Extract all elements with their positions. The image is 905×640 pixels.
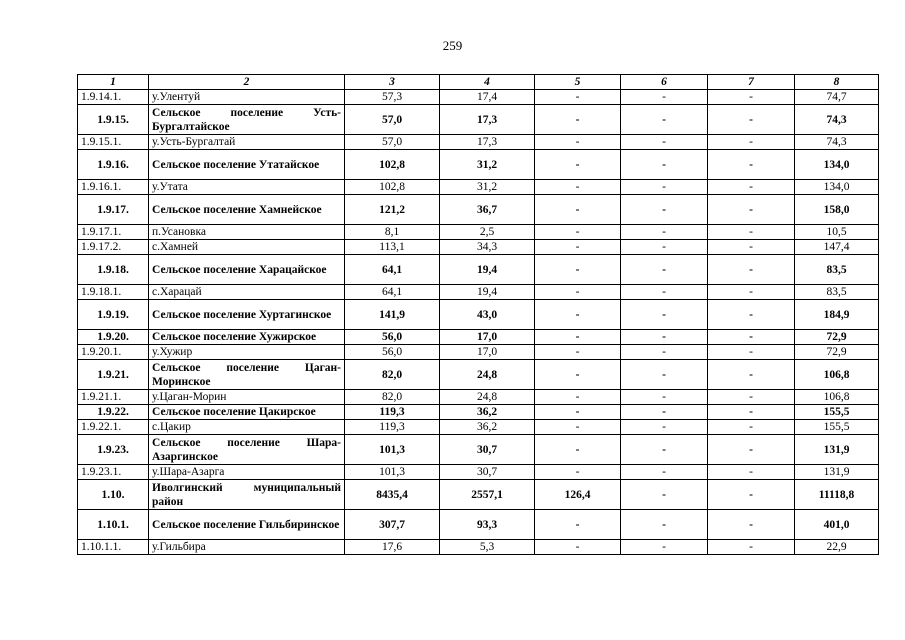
value-col-5: 126,4 (535, 480, 621, 510)
table-row (78, 435, 879, 465)
row-name: с.Хамней (149, 240, 345, 255)
value-col-4: 30,7 (440, 435, 535, 465)
value-col-5: - (535, 435, 621, 465)
value-col-4: 36,7 (440, 195, 535, 225)
row-name: Сельское поселение Утатайское (149, 150, 345, 180)
row-name: у.Улентуй (149, 90, 345, 105)
value-col-3: 102,8 (345, 150, 440, 180)
page-number: 259 (442, 38, 463, 53)
column-header: 1 (78, 75, 149, 90)
value-col-5: - (535, 105, 621, 135)
row-name: у.Хужир (149, 345, 345, 360)
value-total: 83,5 (795, 255, 879, 285)
value-col-3: 57,3 (345, 90, 440, 105)
value-col-3: 113,1 (345, 240, 440, 255)
row-name: у.Цаган-Морин (149, 390, 345, 405)
value-total: 155,5 (795, 420, 879, 435)
value-col-5: - (535, 225, 621, 240)
value-total: 83,5 (795, 285, 879, 300)
row-code: 1.9.18.1. (78, 285, 149, 300)
value-total: 134,0 (795, 180, 879, 195)
value-col-4: 19,4 (440, 285, 535, 300)
value-col-6: - (621, 150, 708, 180)
value-col-3: 101,3 (345, 435, 440, 465)
row-name: с.Цакир (149, 420, 345, 435)
value-col-6: - (621, 510, 708, 540)
value-total: 72,9 (795, 330, 879, 345)
row-name: п.Усановка (149, 225, 345, 240)
value-col-4: 34,3 (440, 240, 535, 255)
value-col-6: - (621, 435, 708, 465)
value-total: 10,5 (795, 225, 879, 240)
row-name: Сельское поселение Хамнейское (149, 195, 345, 225)
row-name: у.Усть-Бургалтай (149, 135, 345, 150)
value-col-4: 2557,1 (440, 480, 535, 510)
row-name: Сельское поселение Хуртагинское (149, 300, 345, 330)
value-col-5: - (535, 540, 621, 555)
column-header: 4 (440, 75, 535, 90)
value-col-3: 56,0 (345, 330, 440, 345)
value-col-5: - (535, 90, 621, 105)
table-row (78, 300, 879, 330)
value-total: 155,5 (795, 405, 879, 420)
table-row (78, 360, 879, 390)
value-col-7: - (708, 435, 795, 465)
row-code: 1.10. (78, 480, 149, 510)
value-col-4: 36,2 (440, 405, 535, 420)
value-col-4: 31,2 (440, 150, 535, 180)
value-col-7: - (708, 195, 795, 225)
data-table (77, 74, 879, 555)
value-col-5: - (535, 150, 621, 180)
row-name: с.Харацай (149, 285, 345, 300)
value-col-3: 64,1 (345, 255, 440, 285)
value-col-3: 141,9 (345, 300, 440, 330)
row-name: Сельское поселение Цакирское (149, 405, 345, 420)
table-row (78, 465, 879, 480)
value-col-3: 8,1 (345, 225, 440, 240)
value-col-3: 57,0 (345, 135, 440, 150)
row-code: 1.9.22.1. (78, 420, 149, 435)
value-col-4: 43,0 (440, 300, 535, 330)
value-total: 11118,8 (795, 480, 879, 510)
value-col-4: 36,2 (440, 420, 535, 435)
value-total: 74,7 (795, 90, 879, 105)
row-code: 1.9.21. (78, 360, 149, 390)
row-name: Сельское поселение Гильбиринское (149, 510, 345, 540)
value-col-6: - (621, 105, 708, 135)
value-col-4: 24,8 (440, 360, 535, 390)
value-col-3: 119,3 (345, 405, 440, 420)
row-code: 1.9.23.1. (78, 465, 149, 480)
value-col-7: - (708, 330, 795, 345)
value-col-4: 17,4 (440, 90, 535, 105)
value-col-4: 5,3 (440, 540, 535, 555)
column-header: 5 (535, 75, 621, 90)
value-col-5: - (535, 360, 621, 390)
value-col-7: - (708, 360, 795, 390)
value-col-6: - (621, 480, 708, 510)
table-row (78, 195, 879, 225)
value-col-5: - (535, 330, 621, 345)
row-code: 1.9.21.1. (78, 390, 149, 405)
table-row (78, 255, 879, 285)
value-col-3: 56,0 (345, 345, 440, 360)
row-code: 1.9.20.1. (78, 345, 149, 360)
value-col-7: - (708, 405, 795, 420)
table-row (78, 135, 879, 150)
value-col-6: - (621, 255, 708, 285)
row-name: у.Гильбира (149, 540, 345, 555)
value-col-5: - (535, 285, 621, 300)
value-col-7: - (708, 540, 795, 555)
value-col-7: - (708, 225, 795, 240)
table-row (78, 330, 879, 345)
column-header: 6 (621, 75, 708, 90)
value-col-6: - (621, 195, 708, 225)
value-total: 72,9 (795, 345, 879, 360)
value-col-7: - (708, 465, 795, 480)
row-code: 1.9.19. (78, 300, 149, 330)
row-code: 1.9.15.1. (78, 135, 149, 150)
table-row (78, 480, 879, 510)
row-name: Сельское поселение Шара-Азаргинское (149, 435, 345, 465)
row-code: 1.9.18. (78, 255, 149, 285)
value-col-6: - (621, 285, 708, 300)
value-total: 131,9 (795, 435, 879, 465)
value-col-7: - (708, 510, 795, 540)
value-total: 401,0 (795, 510, 879, 540)
row-code: 1.10.1. (78, 510, 149, 540)
value-col-6: - (621, 240, 708, 255)
value-col-5: - (535, 405, 621, 420)
row-code: 1.9.17.2. (78, 240, 149, 255)
value-total: 74,3 (795, 135, 879, 150)
table-row (78, 420, 879, 435)
value-col-3: 82,0 (345, 360, 440, 390)
row-name: у.Шара-Азарга (149, 465, 345, 480)
value-col-7: - (708, 285, 795, 300)
value-col-7: - (708, 180, 795, 195)
value-total: 106,8 (795, 360, 879, 390)
value-col-4: 17,0 (440, 345, 535, 360)
value-col-7: - (708, 135, 795, 150)
value-col-6: - (621, 465, 708, 480)
value-col-4: 17,3 (440, 135, 535, 150)
header-row (78, 75, 879, 90)
table-row (78, 150, 879, 180)
value-col-7: - (708, 480, 795, 510)
value-col-4: 19,4 (440, 255, 535, 285)
row-name: Иволгинский муниципальный район (149, 480, 345, 510)
value-col-4: 24,8 (440, 390, 535, 405)
column-header: 2 (149, 75, 345, 90)
table-row (78, 225, 879, 240)
value-col-6: - (621, 420, 708, 435)
value-col-4: 30,7 (440, 465, 535, 480)
table-row (78, 540, 879, 555)
column-header: 8 (795, 75, 879, 90)
value-total: 22,9 (795, 540, 879, 555)
value-col-6: - (621, 345, 708, 360)
value-col-6: - (621, 540, 708, 555)
value-col-5: - (535, 510, 621, 540)
value-col-6: - (621, 360, 708, 390)
table-row (78, 180, 879, 195)
row-code: 1.9.23. (78, 435, 149, 465)
column-header: 3 (345, 75, 440, 90)
value-col-6: - (621, 135, 708, 150)
value-col-3: 64,1 (345, 285, 440, 300)
value-col-6: - (621, 180, 708, 195)
value-col-6: - (621, 225, 708, 240)
value-total: 158,0 (795, 195, 879, 225)
table-row (78, 90, 879, 105)
row-code: 1.9.16.1. (78, 180, 149, 195)
row-code: 1.9.14.1. (78, 90, 149, 105)
value-col-6: - (621, 300, 708, 330)
value-col-3: 307,7 (345, 510, 440, 540)
value-col-3: 119,3 (345, 420, 440, 435)
value-total: 184,9 (795, 300, 879, 330)
table-row (78, 285, 879, 300)
row-name: Сельское поселение Харацайское (149, 255, 345, 285)
value-col-7: - (708, 345, 795, 360)
value-col-3: 17,6 (345, 540, 440, 555)
table-body (78, 90, 879, 555)
value-col-5: - (535, 180, 621, 195)
value-col-7: - (708, 240, 795, 255)
row-code: 1.9.17. (78, 195, 149, 225)
table-row (78, 105, 879, 135)
value-col-6: - (621, 90, 708, 105)
value-col-3: 8435,4 (345, 480, 440, 510)
value-col-5: - (535, 195, 621, 225)
value-col-5: - (535, 135, 621, 150)
value-col-6: - (621, 405, 708, 420)
value-col-4: 17,3 (440, 105, 535, 135)
value-total: 106,8 (795, 390, 879, 405)
table-row (78, 405, 879, 420)
table-row (78, 240, 879, 255)
value-col-3: 57,0 (345, 105, 440, 135)
table-row (78, 345, 879, 360)
value-total: 134,0 (795, 150, 879, 180)
column-header: 7 (708, 75, 795, 90)
value-col-6: - (621, 330, 708, 345)
value-col-5: - (535, 240, 621, 255)
value-col-6: - (621, 390, 708, 405)
value-col-5: - (535, 300, 621, 330)
value-total: 131,9 (795, 465, 879, 480)
value-col-5: - (535, 465, 621, 480)
value-col-7: - (708, 390, 795, 405)
row-name: Сельское поселение Усть-Бургалтайское (149, 105, 345, 135)
value-total: 74,3 (795, 105, 879, 135)
value-col-7: - (708, 300, 795, 330)
value-col-5: - (535, 390, 621, 405)
value-col-3: 101,3 (345, 465, 440, 480)
row-name: Сельское поселение Хужирское (149, 330, 345, 345)
row-code: 1.10.1.1. (78, 540, 149, 555)
value-col-4: 93,3 (440, 510, 535, 540)
value-col-5: - (535, 255, 621, 285)
row-code: 1.9.20. (78, 330, 149, 345)
value-col-4: 31,2 (440, 180, 535, 195)
value-total: 147,4 (795, 240, 879, 255)
row-name: у.Утата (149, 180, 345, 195)
value-col-7: - (708, 105, 795, 135)
row-code: 1.9.15. (78, 105, 149, 135)
table-row (78, 390, 879, 405)
row-name: Сельское поселение Цаган-Моринское (149, 360, 345, 390)
value-col-3: 82,0 (345, 390, 440, 405)
row-code: 1.9.22. (78, 405, 149, 420)
value-col-4: 17,0 (440, 330, 535, 345)
value-col-7: - (708, 90, 795, 105)
value-col-3: 102,8 (345, 180, 440, 195)
value-col-7: - (708, 150, 795, 180)
value-col-4: 2,5 (440, 225, 535, 240)
value-col-5: - (535, 345, 621, 360)
row-code: 1.9.17.1. (78, 225, 149, 240)
value-col-5: - (535, 420, 621, 435)
value-col-7: - (708, 255, 795, 285)
value-col-3: 121,2 (345, 195, 440, 225)
table-row (78, 510, 879, 540)
row-code: 1.9.16. (78, 150, 149, 180)
value-col-7: - (708, 420, 795, 435)
